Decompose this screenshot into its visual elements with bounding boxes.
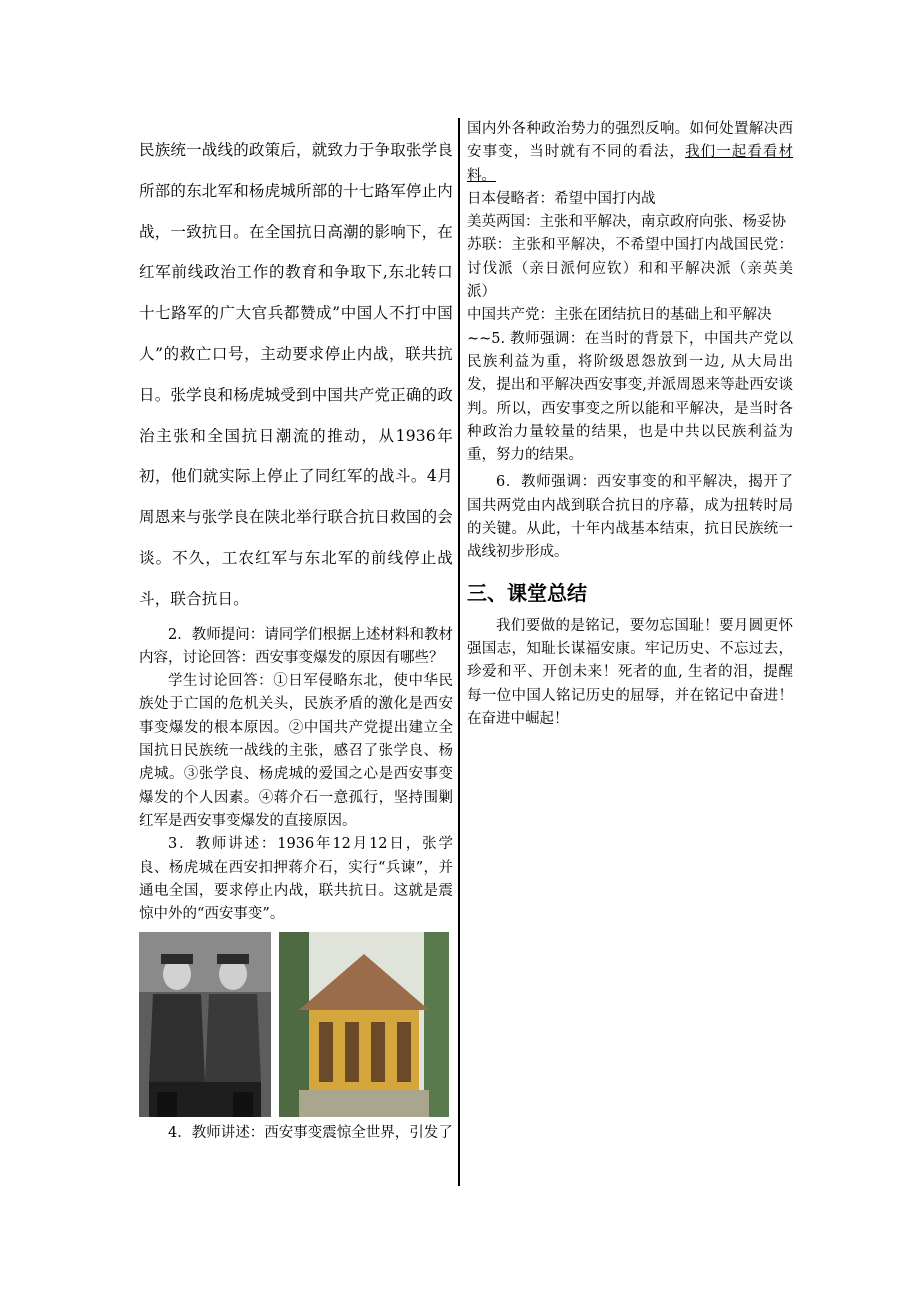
column-divider: [458, 118, 460, 1186]
paragraph-world-reaction: 4．教师讲述：西安事变震惊全世界，引发了: [168, 1125, 453, 1142]
paragraph-teacher-question: 2．教师提问：请同学们根据上述材料和教材内容，讨论回答：西安事变爆发的原因有哪些？: [139, 626, 453, 666]
line-ccp: 中国共产党：主张在团结抗日的基础上和平解决: [467, 307, 772, 324]
line-ussr-kmt: 苏联：主张和平解决，不希望中国打内战国民党：讨伐派（亲日派何应钦）和和平解决派（亲英美派）: [467, 237, 793, 301]
historical-building-photo: [279, 932, 449, 1117]
materials-link-text: 我们一起看看材料。: [467, 144, 794, 184]
paragraph-summary: 我们要做的是铭记，要勿忘国耻！要月圆更怀强国志，知耻长谋福安康。牢记历史、不忘过去，珍爱和平、开创未来！死者的血, 生者的泪，提醒每一位中国人铭记历史的屈辱，并在铭记中奋进！在奋进中崛起！: [467, 617, 793, 727]
right-column: [467, 118, 793, 731]
paragraph-teacher-emphasis-6: 6．教师强调：西安事变的和平解决，揭开了国共两党由内战到联合抗日的序幕，成为扭转时局的关键。从此，十年内战基本结束，抗日民族统一战线初步形成。: [467, 474, 793, 561]
paragraph-reactions-intro: [467, 118, 793, 188]
line-us-uk: 美英两国：主张和平解决，南京政府向张、杨妥协: [467, 214, 786, 231]
paragraph-xian-incident: 3．教师讲述：1936年12月12日，张学良、杨虎城在西安扣押蒋介石，实行“兵谏”，并通电全国，要求停止内战，联共抗日。这就是震惊中外的“西安事变”。: [139, 836, 453, 923]
photo-row: [139, 932, 453, 1120]
reactions-intro-text: 国内外各种政治势力的强烈反响。如何处置解决西安事变，当时就有不同的看法，: [467, 121, 793, 161]
paragraph-united-front: 民族统一战线的政策后，就致力于争取张学良所部的东北军和杨虎城所部的十七路军停止内战，一致抗日。在全国抗日高潮的影响下，在红军前线政治工作的教育和争取下,东北转口十七路军的广大官兵都赞成”中国人不打中国人”的救亡口号，主动要求停止内战，联共抗日。张学良和杨虎城受到中国共产党正确的政治主张和全国抗日潮流的推动，从1936年初，他们就实际上停止了同红军的战斗。4月周恩来与张学良在陕北举行联合抗日救国的会谈。不久，工农红军与东北军的前线停止战斗，联合抗日。: [139, 141, 454, 608]
paragraph-student-answer: 学生讨论回答：①日军侵略东北，使中华民族处于亡国的危机关头，民族矛盾的激化是西安事变爆发的根本原因。②中国共产党提出建立全国抗日民族统一战线的主张，感召了张学良、杨虎城。③张学良、杨虎城的爱国之心是西安事变爆发的个人因素。④蒋介石一意孤行，坚持围剿红军是西安事变爆发的直接原因。: [139, 673, 453, 829]
left-column: [139, 130, 453, 1146]
historical-portrait-photo: [139, 932, 271, 1117]
paragraph-teacher-emphasis-5: ~~5. 教师强调：在当时的背景下，中国共产党以民族利益为重，将阶级恩怨放到一边, 从大局出发，提出和平解决西安事变,并派周恩来等赴西安谈判。所以，西安事变之所以能和平解决，是当时各种政治力量较量的结果，也是中共以民族利益为重，努力的结果。: [467, 330, 793, 464]
line-japan: 日本侵略者：希望中国打内战: [467, 190, 656, 207]
section-title-summary: 三、课堂总结: [467, 580, 587, 605]
